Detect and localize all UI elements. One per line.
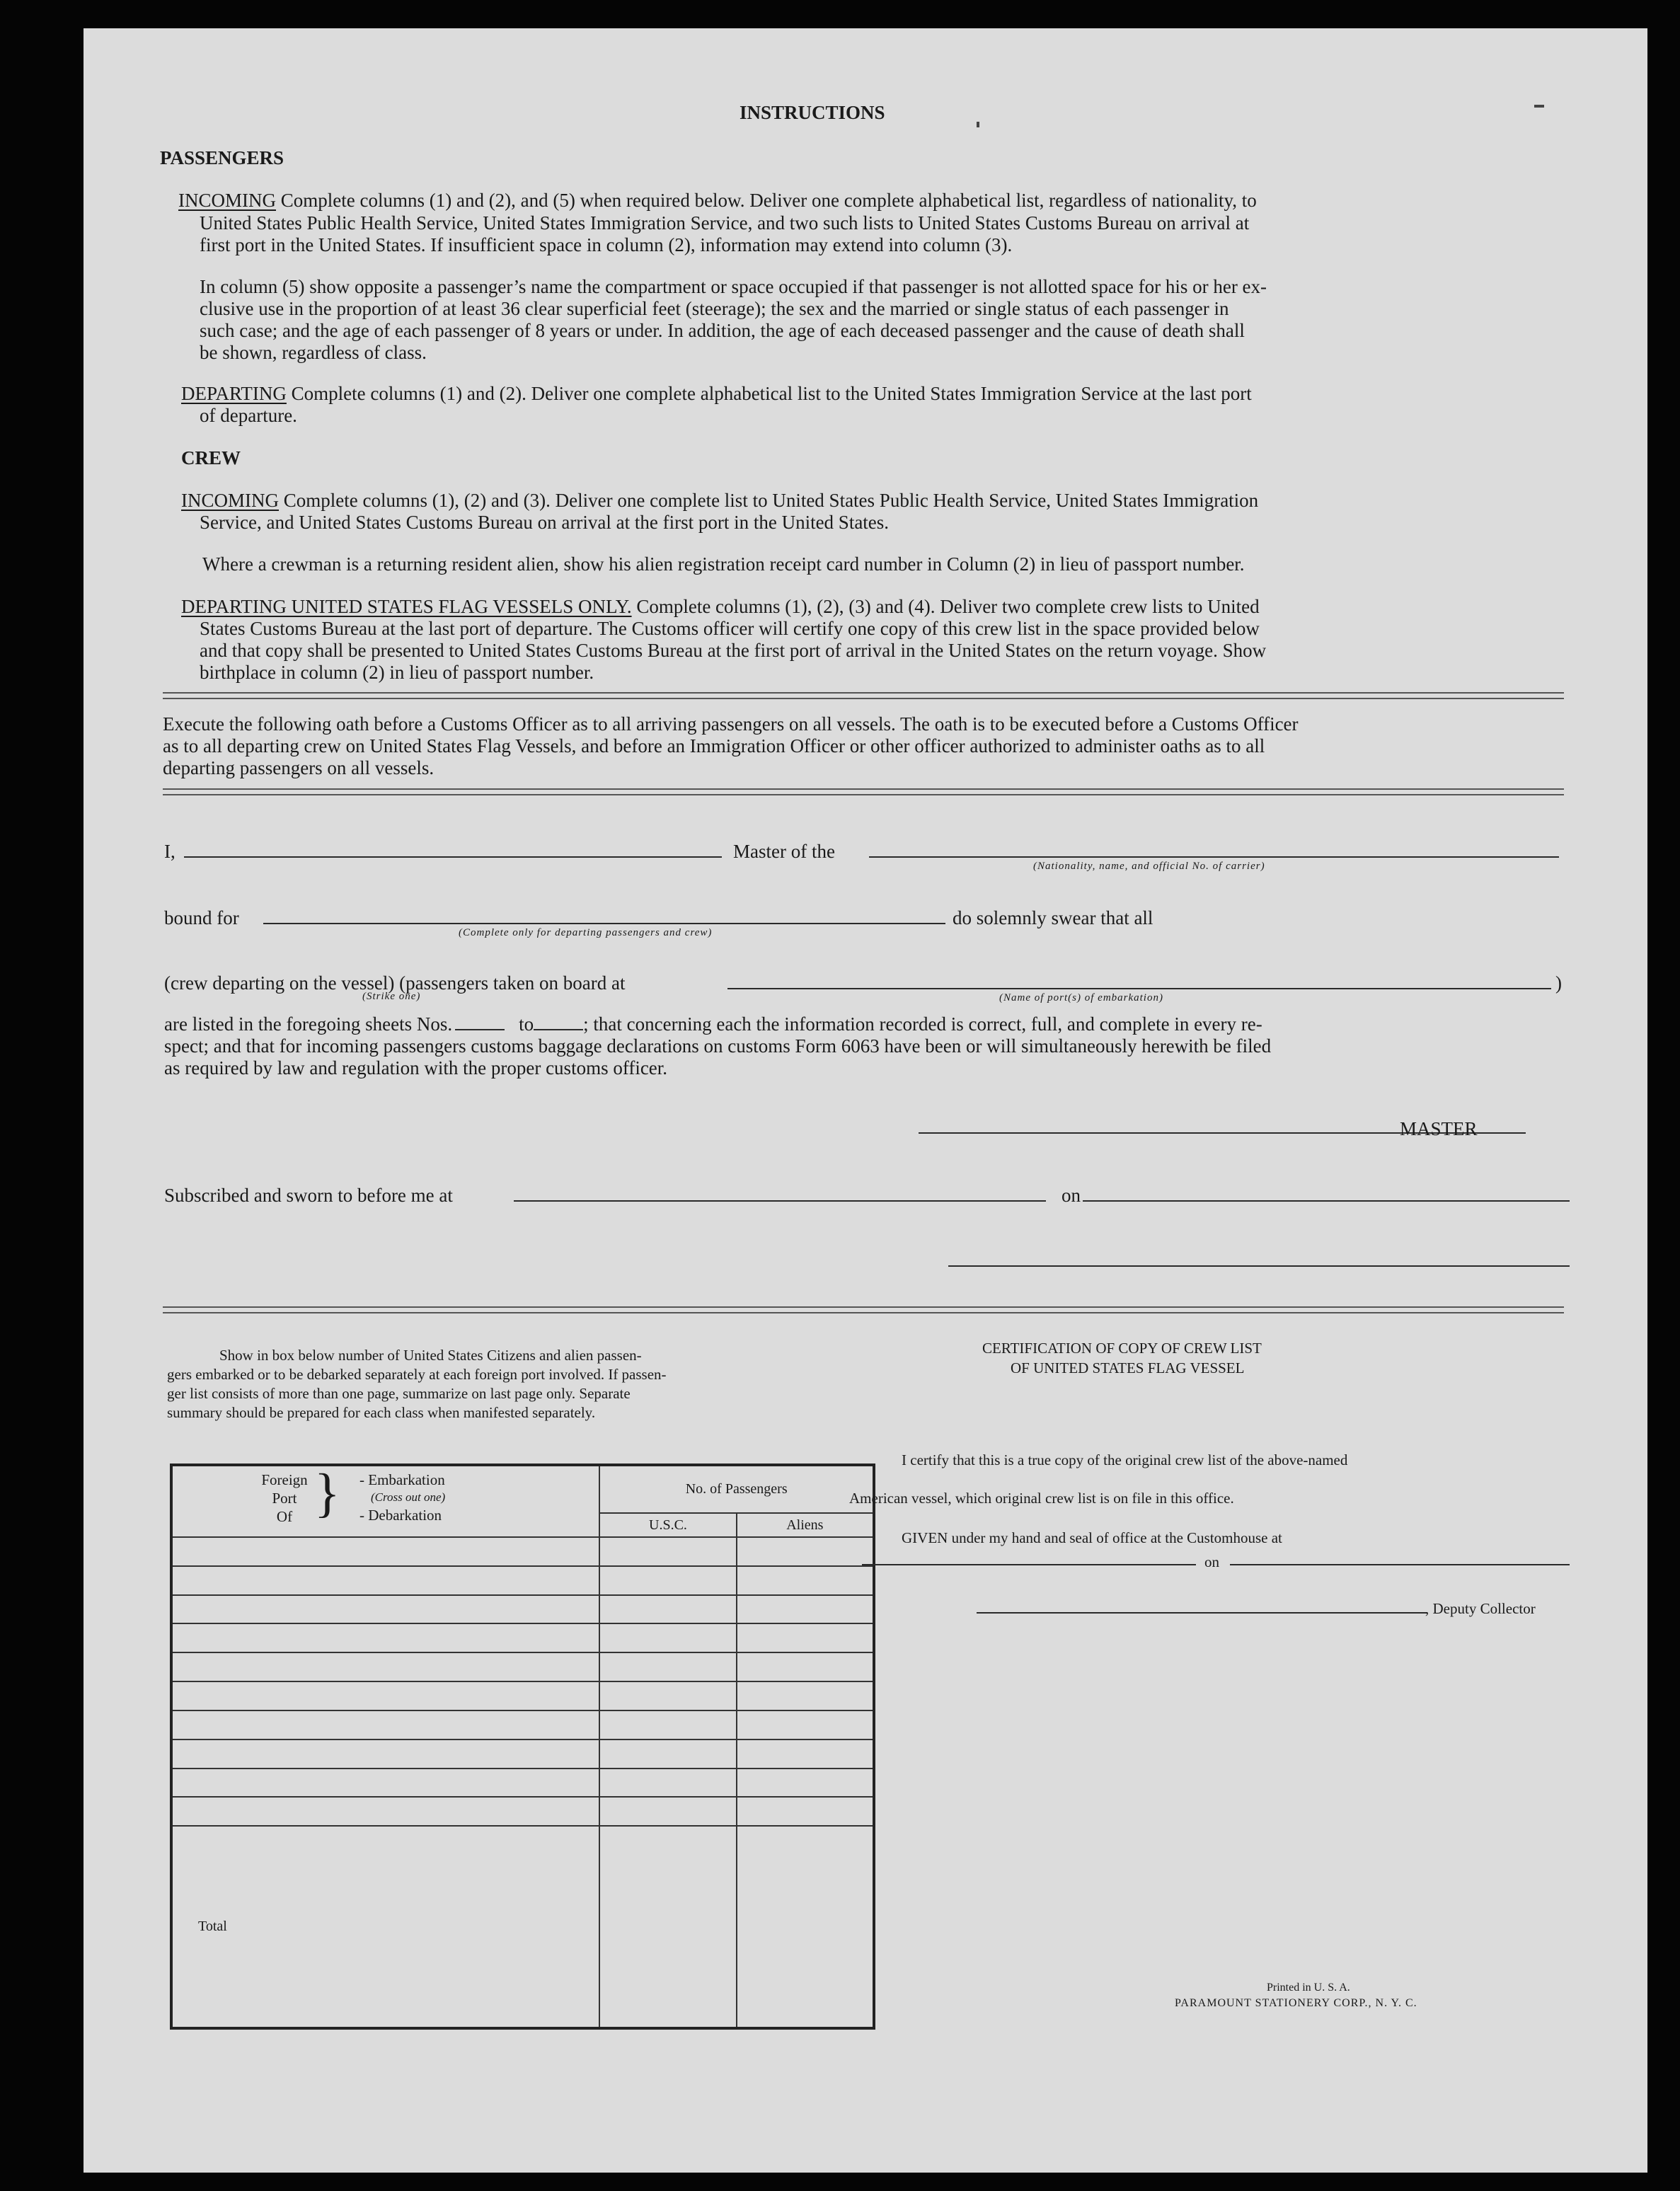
crew-departing-strike: (crew departing on the vessel) (passengers taken on board at (164, 972, 626, 994)
passengers-incoming-line: INCOMING Complete columns (1) and (2), and (5) when required below. Deliver one complete alphabetical list, regardless of nationality, to (178, 190, 1257, 211)
aliens-cell[interactable] (737, 1566, 874, 1595)
crew-incoming-label: INCOMING (181, 490, 279, 511)
port-cell[interactable] (171, 1797, 599, 1826)
usc-cell[interactable] (599, 1652, 736, 1681)
subscribed-label: Subscribed and sworn to before me at (164, 1185, 453, 1206)
crew-departing-line: DEPARTING UNITED STATES FLAG VESSELS ONLY. Complete columns (1), (2), (3) and (4). Deliver two complete crew lists to United (181, 596, 1260, 617)
form-page (84, 28, 1647, 2173)
speck-mark (1534, 105, 1544, 108)
deputy-collector-label: , Deputy Collector (1425, 1600, 1536, 1617)
master-name-field[interactable] (184, 856, 722, 858)
total-usc-cell[interactable] (599, 1826, 736, 2028)
port-cell[interactable] (171, 1623, 599, 1652)
aliens-cell[interactable] (737, 1623, 874, 1652)
crew-departing-line2: States Customs Bureau at the last port of departure. The Customs officer will certify one copy of this crew list in the space provided below (200, 618, 1260, 639)
usc-cell[interactable] (599, 1769, 736, 1798)
oath-intro-line2: as to all departing crew on United States Flag Vessels, and before an Immigration Officer or other officer authorized to administer oaths as to all (163, 735, 1265, 757)
table-row (171, 1797, 874, 1826)
table-row (171, 1595, 874, 1624)
usc-cell[interactable] (599, 1537, 736, 1566)
printer-name: PARAMOUNT STATIONERY CORP., N. Y. C. (1175, 1997, 1417, 2009)
subscribed-on-label: on (1061, 1185, 1081, 1206)
total-label: Total (171, 1826, 599, 2028)
passengers-departing-line2: of departure. (200, 405, 297, 426)
oath-line-c: as required by law and regulation with the proper customs officer. (164, 1057, 668, 1079)
certification-line1: I certify that this is a true copy of the original crew list of the above-named (902, 1451, 1348, 1468)
port-cell[interactable] (171, 1566, 599, 1595)
port-cell[interactable] (171, 1739, 599, 1769)
column5-line1: In column (5) show opposite a passenger’s name the compartment or space occupied if that passenger is not allotted space for his or her ex- (200, 276, 1267, 297)
close-paren: ) (1555, 972, 1562, 994)
passengers-departing-line: DEPARTING Complete columns (1) and (2). Deliver one complete alphabetical list to the United States Immigration Service at the last port (181, 383, 1252, 404)
subscribed-place-field[interactable] (514, 1200, 1046, 1202)
aliens-header: Aliens (737, 1513, 874, 1537)
summary-intro-line1: Show in box below number of United States Citizens and alien passen- (219, 1347, 642, 1364)
sheets-line: are listed in the foregoing sheets Nos. to ; that concerning each the information recorded is correct, full, and complete in every re- (164, 1013, 1262, 1035)
port-cell[interactable] (171, 1537, 599, 1566)
ports-field[interactable] (727, 988, 1551, 989)
port-cell[interactable] (171, 1652, 599, 1681)
aliens-cell[interactable] (737, 1739, 874, 1769)
brace-symbol: } (314, 1463, 340, 1523)
embarkation-label: - Embarkation (359, 1471, 445, 1488)
port-cell[interactable] (171, 1710, 599, 1739)
crew-heading: CREW (181, 447, 241, 468)
usc-cell[interactable] (599, 1566, 736, 1595)
column5-line3: such case; and the age of each passenger of 8 years or under. In addition, the age of each deceased passenger and the cause of death shall (200, 320, 1245, 341)
sheets-from-field[interactable] (455, 1029, 505, 1030)
certification-date-field[interactable] (1230, 1564, 1570, 1565)
oath-intro-line3: departing passengers on all vessels. (163, 757, 435, 778)
total-aliens-cell[interactable] (737, 1826, 874, 2028)
oath-intro-line1: Execute the following oath before a Customs Officer as to all arriving passengers on all vessels. The oath is to be executed before a Customs Officer (163, 713, 1299, 735)
column5-line4: be shown, regardless of class. (200, 342, 427, 363)
passengers-incoming-label: INCOMING (178, 190, 276, 211)
passengers-incoming-line3: first port in the United States. If insufficient space in column (2), information may extend into column (3). (200, 234, 1013, 255)
debarkation-label: - Debarkation (359, 1507, 442, 1524)
strike-one-hint: (Strike one) (362, 991, 421, 1002)
certification-title2: OF UNITED STATES FLAG VESSEL (1011, 1359, 1245, 1376)
certification-title1: CERTIFICATION OF COPY OF CREW LIST (982, 1340, 1262, 1357)
certification-line3: GIVEN under my hand and seal of office at the Customhouse at (902, 1529, 1282, 1546)
passenger-summary-table (170, 1463, 875, 2030)
foreign-port-of-label: Foreign Port Of (261, 1471, 308, 1525)
subscribed-date-field[interactable] (1083, 1200, 1570, 1202)
oath-line-b: spect; and that for incoming passengers customs baggage declarations on customs Form 6063 have been or will simultaneously herewith be filed (164, 1035, 1272, 1057)
aliens-cell[interactable] (737, 1595, 874, 1624)
summary-intro-line2: gers embarked or to be debarked separately at each foreign port involved. If passen- (167, 1366, 667, 1383)
certification-on-label: on (1204, 1553, 1219, 1570)
usc-cell[interactable] (599, 1681, 736, 1710)
ports-hint: (Name of port(s) of embarkation) (999, 992, 1163, 1004)
usc-header: U.S.C. (599, 1513, 736, 1537)
no-passengers-header: No. of Passengers (599, 1465, 874, 1513)
deputy-signature-field[interactable] (977, 1612, 1427, 1614)
table-row (171, 1566, 874, 1595)
passengers-heading: PASSENGERS (160, 147, 284, 168)
summary-intro-line3: ger list consists of more than one page, summarize on last page only. Separate (167, 1385, 631, 1402)
bound-for-field[interactable] (263, 923, 945, 924)
usc-cell[interactable] (599, 1739, 736, 1769)
summary-header-row (171, 1465, 874, 1513)
aliens-cell[interactable] (737, 1652, 874, 1681)
aliens-cell[interactable] (737, 1537, 874, 1566)
aliens-cell[interactable] (737, 1681, 874, 1710)
aliens-cell[interactable] (737, 1797, 874, 1826)
swear-label: do solemnly swear that all (953, 907, 1153, 928)
total-row (171, 1826, 874, 2028)
carrier-field[interactable] (869, 856, 1559, 858)
table-row (171, 1537, 874, 1566)
crew-departing-label: DEPARTING UNITED STATES FLAG VESSELS ONLY. (181, 596, 632, 617)
crew-departing-line4: birthplace in column (2) in lieu of passport number. (200, 662, 594, 683)
port-header-cell (171, 1465, 599, 1537)
summary-intro-line4: summary should be prepared for each class when manifested separately. (167, 1404, 596, 1421)
aliens-cell[interactable] (737, 1769, 874, 1798)
aliens-cell[interactable] (737, 1710, 874, 1739)
usc-cell[interactable] (599, 1710, 736, 1739)
cross-out-label: (Cross out one) (371, 1490, 446, 1504)
crew-resident-line: Where a crewman is a returning resident alien, show his alien registration receipt card number in Column (2) in lieu of passport number. (202, 553, 1245, 575)
passengers-departing-label: DEPARTING (181, 383, 287, 404)
speck-mark (977, 122, 979, 127)
section-rule (163, 1306, 1564, 1313)
table-row (171, 1769, 874, 1798)
certification-line2: American vessel, which original crew list is on file in this office. (849, 1490, 1234, 1507)
section-rule (163, 788, 1564, 795)
port-cell[interactable] (171, 1595, 599, 1624)
table-row (171, 1623, 874, 1652)
sheets-to-field[interactable] (534, 1029, 583, 1030)
table-row (171, 1710, 874, 1739)
customhouse-place-field[interactable] (862, 1564, 1196, 1565)
port-cell[interactable] (171, 1681, 599, 1710)
crew-incoming-line: INCOMING Complete columns (1), (2) and (3). Deliver one complete list to United States Public Health Service, United States Immigration (181, 490, 1259, 511)
crew-incoming-line2: Service, and United States Customs Bureau on arrival at the first port in the United States. (200, 512, 890, 533)
section-rule (163, 692, 1564, 699)
printed-in-usa: Printed in U. S. A. (1267, 1982, 1350, 1994)
table-row (171, 1681, 874, 1710)
usc-cell[interactable] (599, 1623, 736, 1652)
instructions-title: INSTRUCTIONS (740, 102, 885, 123)
usc-cell[interactable] (599, 1595, 736, 1624)
column5-line2: clusive use in the proportion of at least 36 clear superficial feet (steerage); the sex and the married or single status of each passenger in (200, 298, 1229, 319)
master-of-the-label: Master of the (733, 841, 835, 862)
table-row (171, 1739, 874, 1769)
bound-for-label: bound for (164, 907, 239, 928)
master-label: MASTER (1400, 1118, 1478, 1139)
usc-cell[interactable] (599, 1797, 736, 1826)
oath-i-label: I, (164, 841, 176, 862)
port-cell[interactable] (171, 1769, 599, 1798)
crew-departing-line3: and that copy shall be presented to United States Customs Bureau at the first port of arrival in the United States on the return voyage. Show (200, 640, 1267, 661)
officer-signature-field[interactable] (948, 1265, 1570, 1267)
carrier-hint: (Nationality, name, and official No. of carrier) (1033, 861, 1265, 872)
bound-for-hint: (Complete only for departing passengers and crew) (459, 927, 713, 938)
passengers-incoming-line2: United States Public Health Service, United States Immigration Service, and two such lists to United States Customs Bureau on arrival at (200, 212, 1250, 234)
table-row (171, 1652, 874, 1681)
